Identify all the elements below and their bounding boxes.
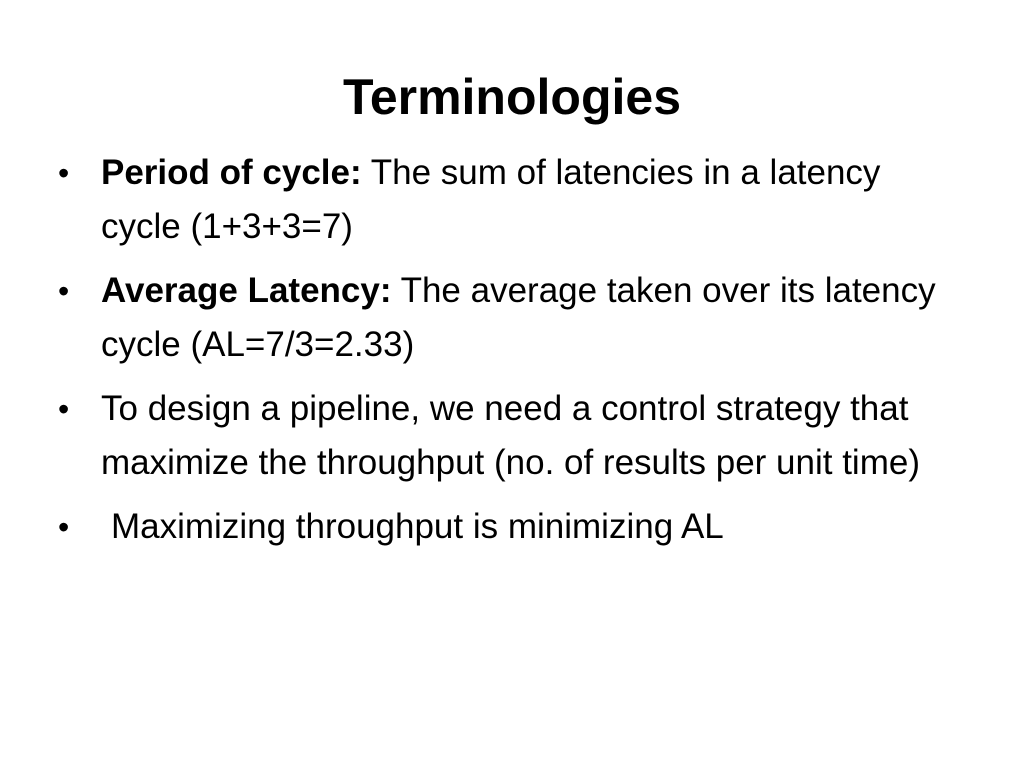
term-definition: The average taken over its latency cycle (AL=7/3=2.33) bbox=[101, 271, 936, 364]
bullet-item-pipeline-design bbox=[58, 382, 968, 490]
bullet-icon: • bbox=[58, 391, 70, 427]
slide-title: Terminologies bbox=[342, 69, 681, 125]
bullet-list bbox=[58, 146, 968, 564]
bullet-text: To design a pipeline, we need a control strategy that maximize the throughput (no. of results per unit time) bbox=[101, 389, 920, 482]
bullet-icon: • bbox=[58, 509, 70, 545]
bullet-icon: • bbox=[58, 155, 70, 191]
bullet-item-period-of-cycle bbox=[58, 146, 968, 254]
term-label: Period of cycle: bbox=[101, 153, 362, 192]
term-label: Average Latency: bbox=[101, 271, 392, 310]
bullet-item-maximizing-throughput bbox=[58, 500, 968, 554]
bullet-text: Maximizing throughput is minimizing AL bbox=[111, 507, 724, 546]
term-definition: The sum of latencies in a latency cycle (1+3+3=7) bbox=[101, 153, 881, 246]
bullet-icon: • bbox=[58, 273, 70, 309]
bullet-item-average-latency bbox=[58, 264, 968, 372]
